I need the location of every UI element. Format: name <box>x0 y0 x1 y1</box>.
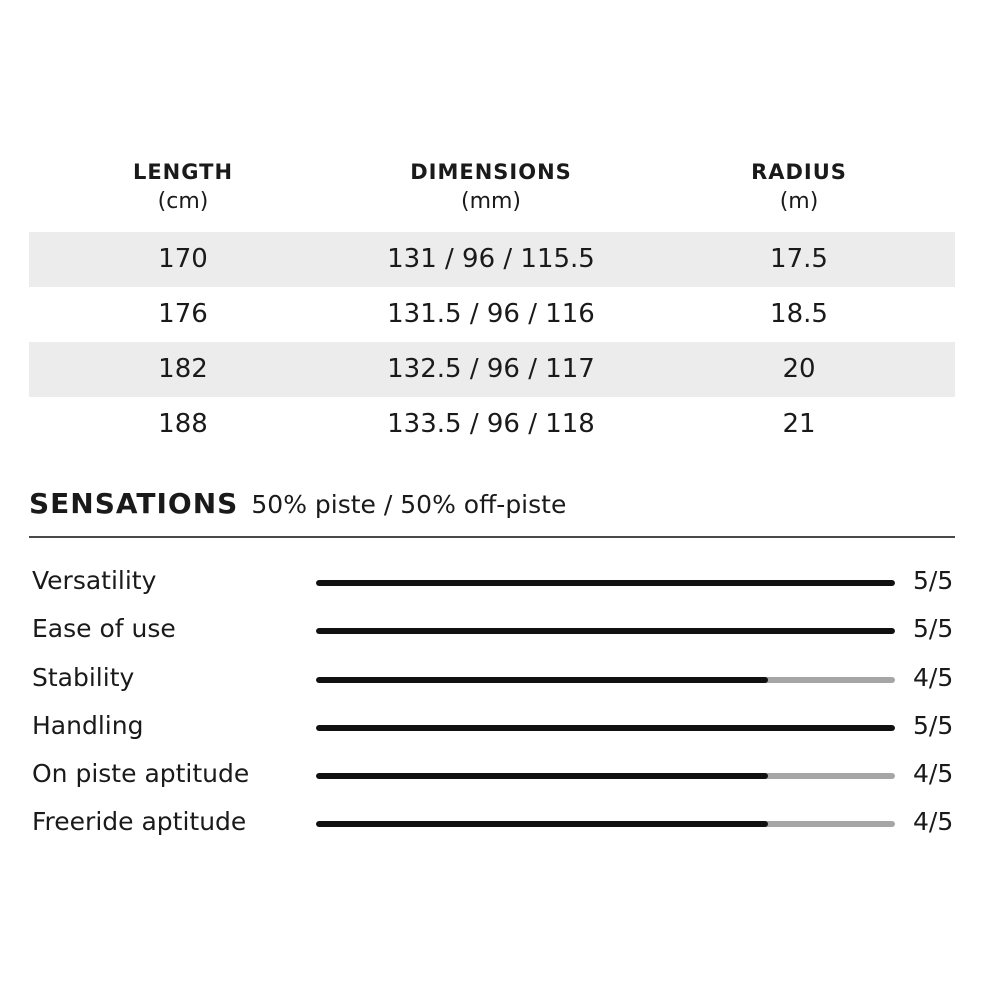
rating-value: 5/5 <box>913 614 954 644</box>
length-cell: 188 <box>158 409 208 439</box>
column-header-dimensions <box>341 158 641 218</box>
rating-value: 4/5 <box>913 807 954 837</box>
column-header-length <box>33 158 333 218</box>
rating-bar-track <box>316 677 895 683</box>
radius-cell: 21 <box>782 409 816 439</box>
rating-value: 4/5 <box>913 759 954 789</box>
radius-cell: 20 <box>782 354 816 384</box>
column-unit: (cm) <box>157 189 209 214</box>
rating-bar-fill <box>316 725 895 731</box>
rating-bar-track <box>316 821 895 827</box>
rating-label: Freeride aptitude <box>32 807 247 837</box>
table-row <box>29 287 955 342</box>
sensations-subtitle: 50% piste / 50% off-piste <box>251 490 567 519</box>
column-title: DIMENSIONS <box>410 160 572 184</box>
rating-bar-fill <box>316 821 768 827</box>
rating-value: 5/5 <box>913 710 954 740</box>
rating-row-stability <box>29 654 969 702</box>
rating-label: Stability <box>32 662 135 692</box>
radius-cell: 17.5 <box>770 244 828 274</box>
rating-label: Handling <box>32 710 144 740</box>
rating-value: 4/5 <box>913 662 954 692</box>
rating-bar-fill <box>316 677 768 683</box>
rating-bar-fill <box>316 628 895 634</box>
sensations-label: SENSATIONS <box>29 487 239 520</box>
rating-row-on-piste-aptitude <box>29 750 969 798</box>
rating-value: 5/5 <box>913 566 954 595</box>
column-header-radius <box>649 158 949 218</box>
rating-bar-fill <box>316 580 895 586</box>
length-cell: 182 <box>158 354 208 384</box>
length-cell: 176 <box>158 299 208 329</box>
rating-bar-track <box>316 580 895 586</box>
rating-bar-track <box>316 725 895 731</box>
column-title: RADIUS <box>751 160 847 184</box>
rating-label: On piste aptitude <box>32 759 250 789</box>
table-row <box>29 232 955 287</box>
specs-table <box>29 158 955 452</box>
specs-header <box>29 158 955 232</box>
column-unit: (mm) <box>460 189 522 214</box>
rating-label: Versatility <box>32 566 157 595</box>
dimensions-cell: 131.5 / 96 / 116 <box>387 299 595 329</box>
rating-row-handling <box>29 702 969 750</box>
dimensions-cell: 131 / 96 / 115.5 <box>387 244 595 274</box>
rating-row-ease-of-use <box>29 605 969 653</box>
table-row <box>29 397 955 452</box>
radius-cell: 18.5 <box>770 299 828 329</box>
rating-bar-track <box>316 628 895 634</box>
rating-label: Ease of use <box>32 614 176 644</box>
rating-bar-fill <box>316 773 768 779</box>
rating-bar-track <box>316 773 895 779</box>
section-divider <box>29 536 955 538</box>
sensations-ratings <box>29 557 969 847</box>
rating-row-freeride-aptitude <box>29 798 969 846</box>
sensations-heading <box>29 484 566 524</box>
length-cell: 170 <box>158 244 208 274</box>
dimensions-cell: 133.5 / 96 / 118 <box>387 409 595 439</box>
column-title: LENGTH <box>132 160 234 184</box>
dimensions-cell: 132.5 / 96 / 117 <box>387 354 595 384</box>
rating-row-versatility <box>29 557 969 605</box>
column-unit: (m) <box>779 189 819 214</box>
table-row <box>29 342 955 397</box>
